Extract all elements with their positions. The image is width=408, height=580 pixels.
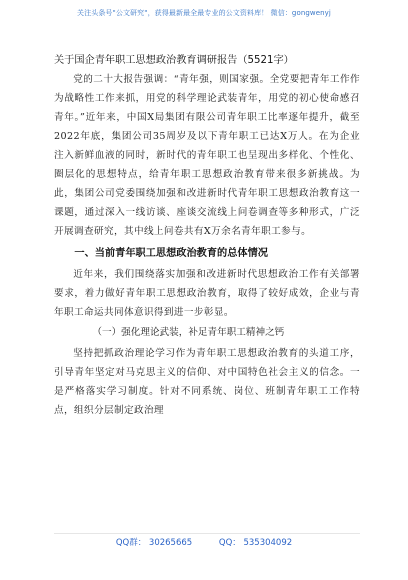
intro-paragraph: 党的二十大报告强调：“青年强，则国家强。全党要把青年工作作为战略性工作来抓，用党的科学理论武装青年，用党的初心使命感召青年。”近年来，中国X局集团有限公司青年职工比率逐年提升，截至2022年底，集团公司35周岁及以下青年职工已达X万人。在为企业注入新鲜血液的同时，新时代的青年职工也呈现出多样化、个性化、圈层化的思想特点，给青年职工思想政治教育带来很多新挑战。为此，集团公司党委围绕加强和改进新时代青年职工思想政治教育这一课题，通过深入一线访谈、座谈交流线上问卷调查等多种形式，广泛开展调查研究，其中线上问卷共有X万余名青年职工参与。 — [54, 74, 360, 237]
promo-banner-text: 关注头条号"公文研究"，获得最新最全最专业的公文资料库！ 微信：gongwenyj — [77, 9, 331, 17]
footer-qq: QQ： 535304092 — [218, 538, 293, 548]
section-heading-1: 一、当前青年职工思想政治教育的总体情况 — [74, 248, 268, 259]
footer-contact — [0, 536, 408, 548]
promo-banner — [0, 0, 408, 26]
subsection-heading-1: （一）强化理论武装，补足青年职工精神之钙 — [92, 327, 285, 338]
section-1-paragraph: 近年来，我们围绕落实加强和改进新时代思想政治工作有关部署要求，着力做好青年职工思想政治教育，取得了较好成效，企业与青年职工命运共同体意识得到进一步彰显。 — [54, 269, 360, 318]
subsection-1-paragraph: 坚持把抓政治理论学习作为青年职工思想政治教育的头道工序，引导青年坚定对马克思主义的信仰、对中国特色社会主义的信念。一是严格落实学习制度。针对不同系统、岗位、班制青年职工工作特点，组织分层制定政治理 — [54, 348, 360, 416]
footer-divider — [54, 533, 360, 534]
document-title: 关于国企青年职工思想政治教育调研报告（5521字） — [54, 55, 294, 66]
document-body — [54, 52, 360, 420]
footer-qq-group: QQ群： 30265665 — [115, 538, 193, 548]
